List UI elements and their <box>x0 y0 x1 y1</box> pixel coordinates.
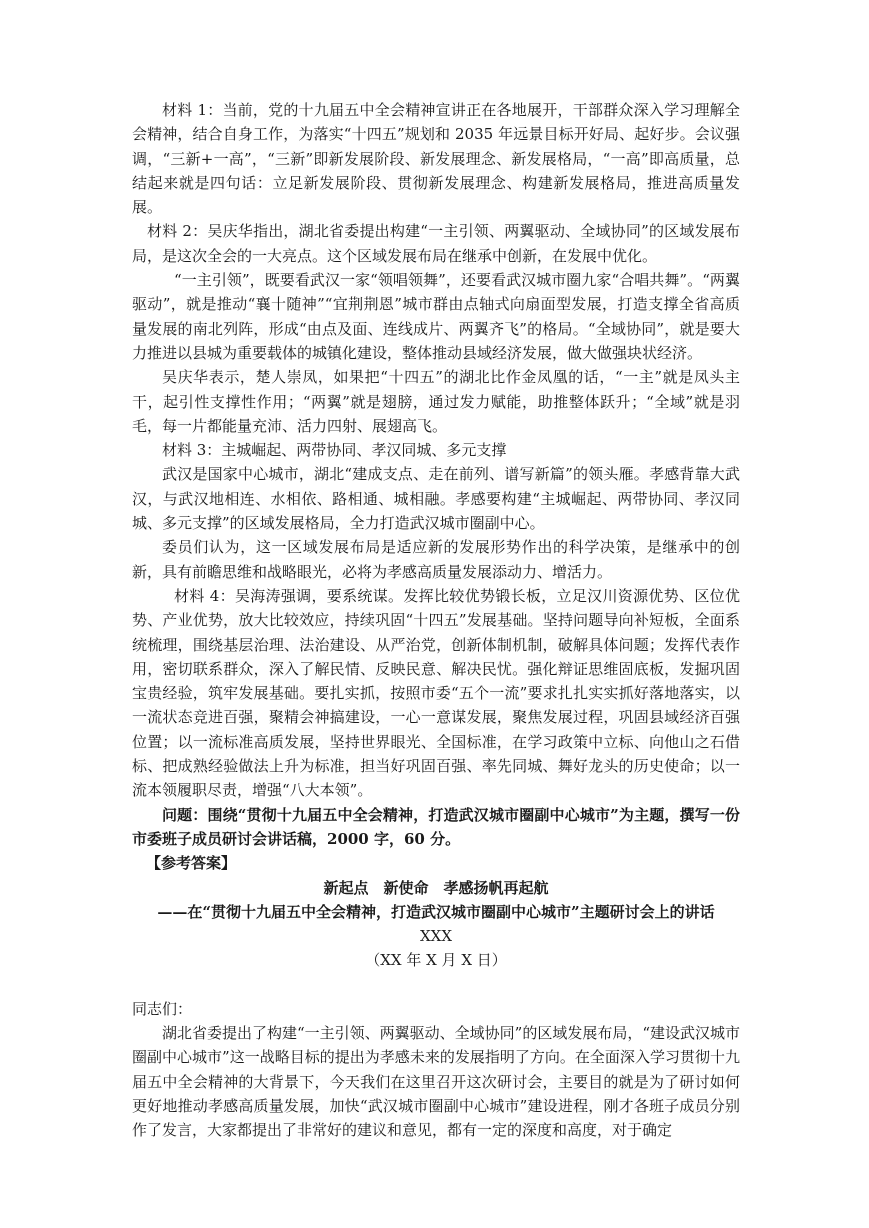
material-3-comment-paragraph: 委员们认为，这一区域发展布局是适应新的发展形势作出的科学决策，是继承中的创新，具有前瞻思维和战略眼光，必将为孝感高质量发展添动力、增活力。 <box>132 538 740 581</box>
speech-body-paragraph: 湖北省委提出了构建“一主引领、两翼驱动、全域协同”的区域发展布局，“建设武汉城市圈副中心城市”这一战略目标的提出为孝感未来的发展指明了方向。在全面深入学习贯彻十九届五中全会精神的大背景下，今天我们在这里召开这次研讨会，主要目的就是为了研讨如何更好地推动孝感高质量发展，加快“武汉城市圈副中心城市”建设进程，刚才各班子成员分别作了发言，大家都提出了非常好的建议和意见，都有一定的深度和高度，对于确定 <box>132 1023 741 1140</box>
speech-date: （XX 年 X 月 X 日） <box>365 951 507 970</box>
material-4-paragraph: 材料 4：吴海涛强调，要系统谋。发挥比较优势锻长板，立足汉川资源优势、区位优势、产业优势，放大比较效应，持续巩固“十四五”发展基础。坚持问题导向补短板，全面系统梳理，围绕基层治理、法治建设、从严治党，创新体制机制，破解具体问题；发挥代表作用，密切联系群众，深入了解民情、反映民意、解决民忧。强化辩证思维固底板，发掘巩固宝贵经验，筑牢发展基础。要扎实抓，按照市委“五个一流”要求扎扎实实抓好落地落实，以一流状态竞进百强，聚精会神搞建设，一心一意谋发展，聚焦发展过程，巩固县域经济百强位置；以一流标准高质发展，坚持世界眼光、全国标准，在学习政策中立标、向他山之石借标、把成熟经验做法上升为标准，担当好巩固百强、率先同城、舞好龙头的历史使命；以一流本领履职尽责，增强“八大本领”。 <box>132 586 740 800</box>
document-page <box>132 98 740 1142</box>
speech-author: XXX <box>419 927 453 946</box>
material-3-heading: 材料 3：主城崛起、两带协同、孝汉同城、多元支撑 <box>162 441 507 460</box>
blank-line <box>132 973 740 997</box>
speech-title: 新起点 新使命 孝感扬帆再起航 <box>323 878 549 897</box>
material-1-paragraph: 材料 1：当前，党的十九届五中全会精神宣讲正在各地展开，干部群众深入学习理解全会精神，结合自身工作，为落实“十四五”规划和 2035 年远景目标开好局、起好步。会议强调，“三新+一高”，“三新”即新发展阶段、新发展理念、新发展格局，“一高”即高质量，总结起来就是四句话：立足新发展阶段、贯彻新发展理念、构建新发展格局，推进高质量发展。 <box>132 101 740 217</box>
speech-subtitle: ——在“贯彻十九届五中全会精神，打造武汉城市圈副中心城市”主题研讨会上的讲话 <box>157 902 715 921</box>
material-2-detail-paragraph: “一主引领”，既要看武汉一家“领唱领舞”，还要看武汉城市圈九家“合唱共舞”。“两翼驱动”，就是推动“襄十随神”“宜荆荆恩”城市群由点轴式向扇面型发展，打造支撑全省高质量发展的南北列阵，形成“由点及面、连线成片、两翼齐飞”的格局。“全域协同”，就是要大力推进以县城为重要载体的城镇化建设，整体推动县域经济发展，做大做强块状经济。 <box>132 271 740 362</box>
material-2-paragraph: 材料 2：吴庆华指出，湖北省委提出构建“一主引领、两翼驱动、全域协同”的区域发展布局，是这次全会的一大亮点。这个区域发展布局在继承中创新，在发展中优化。 <box>132 222 740 265</box>
reference-answer-label: 【参考答案】 <box>146 854 237 873</box>
question-paragraph: 问题：围绕“贯彻十九届五中全会精神，打造武汉城市圈副中心城市”为主题，撰写一份市委班子成员研讨会讲话稿，2000 字，60 分。 <box>132 805 740 848</box>
salutation: 同志们： <box>132 999 193 1018</box>
material-2-summary-paragraph: 吴庆华表示，楚人崇凤，如果把“十四五”的湖北比作金凤凰的话，“一主”就是凤头主干，起引性支撑性作用；“两翼”就是翅膀，通过发力赋能，助推整体跃升；“全域”就是羽毛，每一片都能量充沛、活力四射、展翅高飞。 <box>132 368 740 435</box>
material-3-paragraph: 武汉是国家中心城市，湖北“建成支点、走在前列、谱写新篇”的领头雁。孝感背靠大武汉，与武汉地相连、水相依、路相通、城相融。孝感要构建“主城崛起、两带协同、孝汉同城、多元支撑”的区域发展格局，全力打造武汉城市圈副中心。 <box>132 465 740 533</box>
